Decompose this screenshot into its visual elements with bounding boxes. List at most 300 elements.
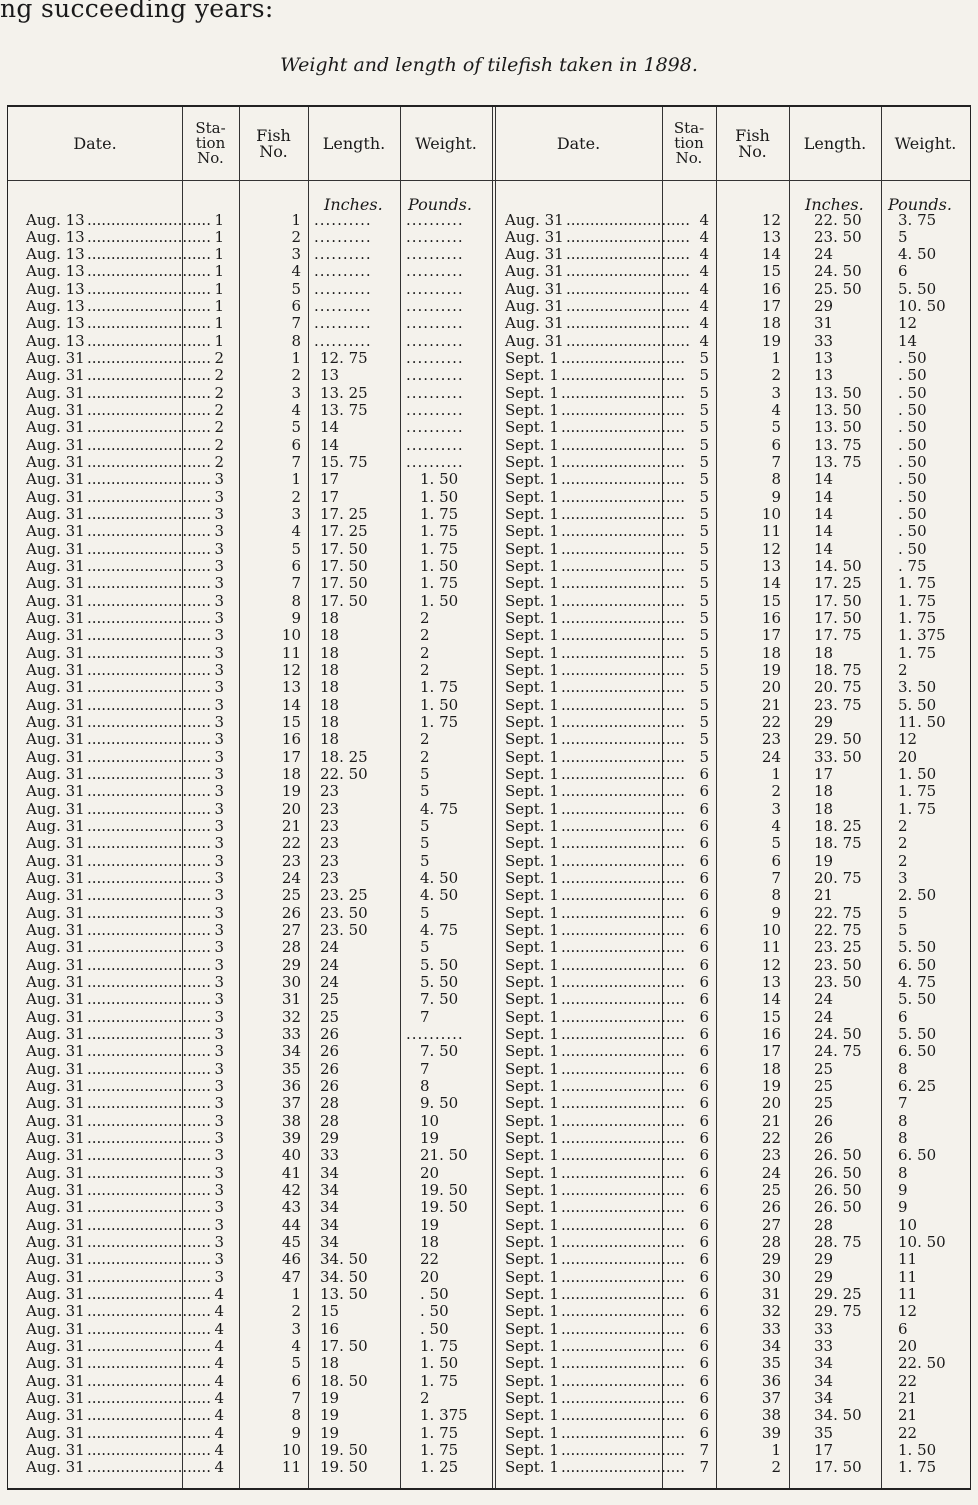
data-table <box>7 105 971 1490</box>
date-cell: Aug. 13 <box>26 331 85 350</box>
length-cell: 23. 50 <box>814 973 862 992</box>
weight-cell: 2 <box>898 834 908 853</box>
fish-cell: 37 <box>761 1388 781 1407</box>
weight-cell: . 50 <box>420 1319 449 1338</box>
fish-cell: 44 <box>281 1215 301 1234</box>
fish-cell: 18 <box>281 765 301 784</box>
dot-leader: .......................... <box>561 574 685 593</box>
length-cell: 34. 50 <box>814 1406 862 1425</box>
date-cell: Aug. 31 <box>26 487 85 506</box>
length-cell: 19. 50 <box>320 1458 368 1477</box>
station-cell: 5 <box>699 539 709 558</box>
weight-cell: . 50 <box>898 383 927 402</box>
dot-leader: .......................... <box>561 1180 685 1199</box>
dot-leader: .......................... <box>87 349 211 368</box>
fish-cell: 32 <box>761 1302 781 1321</box>
weight-cell: 19 <box>420 1128 440 1147</box>
fish-cell: 5 <box>771 834 781 853</box>
station-cell: 3 <box>214 1059 224 1078</box>
station-cell: 5 <box>699 366 709 385</box>
table-row <box>8 1217 970 1234</box>
length-cell: 26 <box>320 1025 340 1043</box>
station-cell: 6 <box>699 765 709 784</box>
blank-entry: .......... <box>406 453 464 472</box>
station-cell: 4 <box>214 1440 224 1459</box>
weight-cell: 7 <box>898 1094 908 1113</box>
dot-leader: .......................... <box>561 661 685 680</box>
fish-cell: 7 <box>291 314 301 333</box>
date-cell: Aug. 31 <box>26 1406 85 1425</box>
date-cell: Aug. 31 <box>26 730 85 749</box>
length-cell: 14 <box>814 505 834 524</box>
fish-cell: 20 <box>281 799 301 818</box>
date-cell: Sept. 1 <box>505 1423 559 1442</box>
station-cell: 3 <box>214 1250 224 1269</box>
fish-cell: 27 <box>281 921 301 940</box>
fish-cell: 7 <box>771 453 781 472</box>
fish-cell: 16 <box>761 609 781 628</box>
fish-cell: 47 <box>281 1267 301 1286</box>
dot-leader: .......................... <box>561 487 685 506</box>
dot-leader: .......................... <box>561 1163 685 1182</box>
station-cell: 5 <box>699 505 709 524</box>
fish-cell: 13 <box>761 227 781 246</box>
date-cell: Sept. 1 <box>505 366 559 385</box>
dot-leader: .......................... <box>561 591 685 610</box>
dot-leader: .......................... <box>561 1094 685 1113</box>
table-row <box>8 437 970 454</box>
weight-cell: 5 <box>420 782 430 801</box>
station-cell: 6 <box>699 1423 709 1442</box>
station-cell: 6 <box>699 1371 709 1390</box>
table-row <box>8 1303 970 1320</box>
table-row <box>8 1147 970 1164</box>
weight-cell: . 50 <box>898 453 927 472</box>
weight-cell: 5. 50 <box>898 1025 937 1043</box>
station-cell: 6 <box>699 1111 709 1130</box>
weight-cell: 5 <box>420 938 430 957</box>
fish-cell: 4 <box>291 1336 301 1355</box>
station-cell: 6 <box>699 886 709 905</box>
station-cell: 4 <box>699 245 709 264</box>
date-cell: Sept. 1 <box>505 678 559 697</box>
weight-cell: 10 <box>420 1111 440 1130</box>
dot-leader: .......................... <box>87 799 211 818</box>
weight-cell: 4. 50 <box>898 245 937 264</box>
length-cell: 16 <box>320 1319 340 1338</box>
blank-entry: .......... <box>406 349 464 368</box>
station-cell: 3 <box>214 1215 224 1234</box>
date-cell: Aug. 31 <box>26 782 85 801</box>
weight-cell: 5. 50 <box>898 990 937 1009</box>
station-cell: 5 <box>699 591 709 610</box>
dot-leader: .......................... <box>87 869 211 888</box>
weight-cell: 1. 50 <box>420 695 459 714</box>
table-row <box>8 263 970 280</box>
date-cell: Sept. 1 <box>505 1458 559 1477</box>
fish-cell: 21 <box>761 695 781 714</box>
dot-leader: .......................... <box>87 1042 211 1061</box>
date-cell: Aug. 13 <box>26 262 85 281</box>
dot-leader: .......................... <box>561 453 685 472</box>
dot-leader: .......................... <box>87 747 211 766</box>
fish-cell: 14 <box>281 695 301 714</box>
station-cell: 5 <box>699 661 709 680</box>
fish-cell: 9 <box>771 487 781 506</box>
fish-cell: 11 <box>281 1458 301 1477</box>
length-cell: 17. 25 <box>814 574 862 593</box>
table-row <box>8 1026 970 1043</box>
table-row <box>8 905 970 922</box>
length-cell: 19 <box>320 1406 340 1425</box>
fish-cell: 16 <box>281 730 301 749</box>
length-cell: 13. 50 <box>814 383 862 402</box>
date-cell: Sept. 1 <box>505 1371 559 1390</box>
blank-entry: .......... <box>406 245 464 264</box>
date-cell: Sept. 1 <box>505 1267 559 1286</box>
date-cell: Aug. 31 <box>26 817 85 836</box>
dot-leader: .......................... <box>87 1284 211 1303</box>
date-cell: Aug. 31 <box>26 799 85 818</box>
length-cell: 19 <box>320 1423 340 1442</box>
length-cell: 14 <box>814 522 834 541</box>
dot-leader: .......................... <box>561 522 685 541</box>
fish-cell: 19 <box>761 1077 781 1095</box>
date-cell: Aug. 31 <box>26 1440 85 1459</box>
station-cell: 3 <box>214 1077 224 1095</box>
blank-entry: .......... <box>406 401 464 420</box>
weight-cell: 11 <box>898 1267 918 1286</box>
station-cell: 3 <box>214 990 224 1009</box>
dot-leader: .......................... <box>561 1215 685 1234</box>
weight-cell: 19. 50 <box>420 1180 468 1199</box>
dot-leader: .......................... <box>561 834 685 853</box>
dot-leader: .......................... <box>87 366 211 385</box>
length-cell: 34 <box>814 1371 834 1390</box>
station-cell: 2 <box>214 453 224 472</box>
dot-leader: .......................... <box>561 799 685 818</box>
station-cell: 2 <box>214 418 224 437</box>
length-cell: 13. 75 <box>814 435 862 454</box>
weight-cell: 2 <box>420 609 430 628</box>
date-cell: Aug. 31 <box>26 1025 85 1043</box>
date-cell: Sept. 1 <box>505 955 559 974</box>
table-row <box>8 489 970 506</box>
fish-cell: 1 <box>291 470 301 489</box>
fish-cell: 17 <box>761 297 781 316</box>
length-cell: 29. 50 <box>814 730 862 749</box>
date-cell: Aug. 31 <box>26 973 85 992</box>
date-cell: Sept. 1 <box>505 418 559 437</box>
dot-leader: .......................... <box>561 990 685 1009</box>
station-cell: 3 <box>214 1163 224 1182</box>
station-cell: 6 <box>699 1267 709 1286</box>
fish-cell: 18 <box>761 314 781 333</box>
weight-cell: 5. 50 <box>898 279 937 298</box>
dot-leader: .......................... <box>561 817 685 836</box>
fish-cell: 18 <box>761 643 781 662</box>
date-cell: Aug. 31 <box>26 938 85 957</box>
weight-cell: . 50 <box>898 418 927 437</box>
weight-cell: 1. 75 <box>898 782 937 801</box>
table-row <box>8 558 970 575</box>
date-cell: Sept. 1 <box>505 1406 559 1425</box>
length-cell: 34 <box>320 1232 340 1251</box>
length-cell: 18. 25 <box>320 747 368 766</box>
weight-cell: . 50 <box>898 435 927 454</box>
table-row <box>8 385 970 402</box>
weight-cell: 6. 50 <box>898 1042 937 1061</box>
weight-cell: 5. 50 <box>420 955 459 974</box>
length-cell: 34 <box>320 1163 340 1182</box>
station-cell: 5 <box>699 487 709 506</box>
station-cell: 4 <box>699 262 709 281</box>
table-row <box>8 454 970 471</box>
length-cell: 28 <box>320 1111 340 1130</box>
station-cell: 6 <box>699 973 709 992</box>
dot-leader: .......................... <box>87 990 211 1009</box>
weight-cell: 5 <box>898 921 908 940</box>
fish-cell: 6 <box>771 851 781 870</box>
fish-cell: 11 <box>761 522 781 541</box>
weight-cell: 8 <box>898 1111 908 1130</box>
dot-leader: .......................... <box>561 1025 685 1043</box>
date-cell: Sept. 1 <box>505 1302 559 1321</box>
header-length: Length. <box>803 133 867 153</box>
fish-cell: 8 <box>771 886 781 905</box>
date-cell: Sept. 1 <box>505 1077 559 1095</box>
date-cell: Aug. 31 <box>26 1319 85 1338</box>
blank-entry: .......... <box>314 245 372 264</box>
fish-cell: 25 <box>281 886 301 905</box>
fish-cell: 14 <box>761 574 781 593</box>
date-cell: Sept. 1 <box>505 1163 559 1182</box>
table-row <box>8 766 970 783</box>
station-cell: 6 <box>699 817 709 836</box>
date-cell: Aug. 31 <box>26 869 85 888</box>
date-cell: Aug. 31 <box>26 1250 85 1269</box>
table-row <box>8 1234 970 1251</box>
station-cell: 3 <box>214 938 224 957</box>
station-cell: 3 <box>214 522 224 541</box>
fish-cell: 35 <box>281 1059 301 1078</box>
length-cell: 23. 50 <box>320 921 368 940</box>
weight-cell: 8 <box>898 1059 908 1078</box>
dot-leader: .......................... <box>561 1007 685 1026</box>
station-cell: 6 <box>699 1388 709 1407</box>
station-cell: 3 <box>214 1025 224 1043</box>
weight-cell: 1. 75 <box>898 643 937 662</box>
date-cell: Sept. 1 <box>505 1284 559 1303</box>
station-cell: 6 <box>699 1094 709 1113</box>
dot-leader: .......................... <box>561 730 685 749</box>
date-cell: Sept. 1 <box>505 609 559 628</box>
header-length: Length. <box>322 133 386 153</box>
fish-cell: 1 <box>771 765 781 784</box>
station-cell: 4 <box>699 314 709 333</box>
weight-cell: . 50 <box>898 401 927 420</box>
date-cell: Aug. 31 <box>26 695 85 714</box>
fish-cell: 6 <box>291 557 301 576</box>
weight-cell: 1. 375 <box>420 1406 468 1425</box>
blank-entry: .......... <box>406 297 464 316</box>
date-cell: Sept. 1 <box>505 1042 559 1061</box>
station-cell: 5 <box>699 383 709 402</box>
dot-leader: .......................... <box>87 1354 211 1373</box>
fish-cell: 38 <box>281 1111 301 1130</box>
length-cell: 23. 50 <box>814 227 862 246</box>
date-cell: Aug. 31 <box>26 1111 85 1130</box>
station-cell: 5 <box>699 626 709 645</box>
weight-cell: 11 <box>898 1250 918 1269</box>
dot-leader: .......................... <box>87 851 211 870</box>
fish-cell: 12 <box>761 539 781 558</box>
length-cell: 18. 25 <box>814 817 862 836</box>
length-cell: 26. 50 <box>814 1163 862 1182</box>
station-cell: 5 <box>699 401 709 420</box>
weight-cell: 2. 50 <box>898 886 937 905</box>
dot-leader: .......................... <box>561 539 685 558</box>
length-cell: 18 <box>320 643 340 662</box>
length-cell: 33 <box>320 1146 340 1165</box>
table-row <box>8 1095 970 1112</box>
weight-cell: . 50 <box>420 1302 449 1321</box>
dot-leader: .......................... <box>561 557 685 576</box>
dot-leader: .......................... <box>87 505 211 524</box>
length-cell: 24. 75 <box>814 1042 862 1061</box>
station-cell: 6 <box>699 1007 709 1026</box>
dot-leader: .......................... <box>561 869 685 888</box>
weight-cell: 6 <box>898 262 908 281</box>
table-row <box>8 887 970 904</box>
date-cell: Sept. 1 <box>505 1180 559 1199</box>
fish-cell: 7 <box>291 453 301 472</box>
fish-cell: 10 <box>281 1440 301 1459</box>
dot-leader: .......................... <box>561 1077 685 1095</box>
dot-leader: .......................... <box>87 470 211 489</box>
dot-leader: .......................... <box>87 418 211 437</box>
date-cell: Sept. 1 <box>505 661 559 680</box>
fish-cell: 20 <box>761 1094 781 1113</box>
dot-leader: .......................... <box>87 1094 211 1113</box>
dot-leader: .......................... <box>87 609 211 628</box>
weight-cell: . 50 <box>898 505 927 524</box>
weight-cell: . 50 <box>420 1284 449 1303</box>
fish-cell: 26 <box>281 903 301 922</box>
station-cell: 3 <box>214 713 224 732</box>
station-cell: 3 <box>214 626 224 645</box>
dot-leader: .......................... <box>87 1406 211 1425</box>
dot-leader: .......................... <box>561 782 685 801</box>
dot-leader: .......................... <box>87 522 211 541</box>
length-cell: 26 <box>320 1077 340 1095</box>
station-cell: 2 <box>214 383 224 402</box>
date-cell: Aug. 31 <box>26 1458 85 1477</box>
length-cell: 29 <box>320 1128 340 1147</box>
fish-cell: 21 <box>761 1111 781 1130</box>
fish-cell: 20 <box>761 678 781 697</box>
dot-leader: .......................... <box>87 886 211 905</box>
weight-cell: 9. 50 <box>420 1094 459 1113</box>
dot-leader: .......................... <box>561 1250 685 1269</box>
date-cell: Aug. 31 <box>26 921 85 940</box>
dot-leader: .......................... <box>87 383 211 402</box>
station-cell: 6 <box>699 1284 709 1303</box>
blank-entry: .......... <box>406 435 464 454</box>
weight-cell: 6. 50 <box>898 1146 937 1165</box>
table-row <box>8 731 970 748</box>
fish-cell: 4 <box>771 817 781 836</box>
length-cell: 13. 75 <box>320 401 368 420</box>
length-cell: 23. 25 <box>320 886 368 905</box>
date-cell: Aug. 31 <box>505 331 564 350</box>
fish-cell: 5 <box>291 279 301 298</box>
fish-cell: 1 <box>291 349 301 368</box>
station-cell: 3 <box>214 782 224 801</box>
fish-cell: 37 <box>281 1094 301 1113</box>
fish-cell: 32 <box>281 1007 301 1026</box>
length-cell: 17. 25 <box>320 505 368 524</box>
fish-cell: 13 <box>761 973 781 992</box>
header-station: Sta- tion No. <box>673 119 705 167</box>
fish-cell: 35 <box>761 1354 781 1373</box>
station-cell: 3 <box>214 1094 224 1113</box>
fish-cell: 4 <box>291 401 301 420</box>
station-cell: 1 <box>214 227 224 246</box>
station-cell: 3 <box>214 1007 224 1026</box>
station-cell: 4 <box>699 331 709 350</box>
table-row <box>8 1061 970 1078</box>
weight-cell: 2 <box>420 643 430 662</box>
fish-cell: 46 <box>281 1250 301 1269</box>
length-cell: 26 <box>814 1111 834 1130</box>
length-cell: 29 <box>814 713 834 732</box>
date-cell: Sept. 1 <box>505 1215 559 1234</box>
blank-entry: .......... <box>406 383 464 402</box>
date-cell: Sept. 1 <box>505 1025 559 1043</box>
dot-leader: .......................... <box>561 1458 685 1477</box>
date-cell: Sept. 1 <box>505 869 559 888</box>
length-cell: 34. 50 <box>320 1250 368 1269</box>
table-row <box>8 212 970 229</box>
station-cell: 3 <box>214 591 224 610</box>
length-cell: 24 <box>320 955 340 974</box>
weight-cell: 9 <box>898 1180 908 1199</box>
date-cell: Sept. 1 <box>505 1336 559 1355</box>
fish-cell: 14 <box>761 245 781 264</box>
blank-entry: .......... <box>314 262 372 281</box>
length-cell: 18 <box>814 643 834 662</box>
date-cell: Aug. 13 <box>26 210 85 229</box>
length-cell: 18 <box>320 609 340 628</box>
fish-cell: 7 <box>291 574 301 593</box>
date-cell: Sept. 1 <box>505 1007 559 1026</box>
date-cell: Sept. 1 <box>505 817 559 836</box>
dot-leader: .......................... <box>87 314 211 333</box>
table-row <box>8 1390 970 1407</box>
date-cell: Sept. 1 <box>505 886 559 905</box>
length-cell: 13. 50 <box>814 418 862 437</box>
date-cell: Aug. 31 <box>26 661 85 680</box>
length-cell: 33. 50 <box>814 747 862 766</box>
dot-leader: .......................... <box>561 643 685 662</box>
weight-cell: 8 <box>420 1077 430 1095</box>
date-cell: Aug. 31 <box>26 886 85 905</box>
dot-leader: .......................... <box>87 1440 211 1459</box>
station-cell: 5 <box>699 557 709 576</box>
station-cell: 5 <box>699 418 709 437</box>
date-cell: Aug. 13 <box>26 279 85 298</box>
